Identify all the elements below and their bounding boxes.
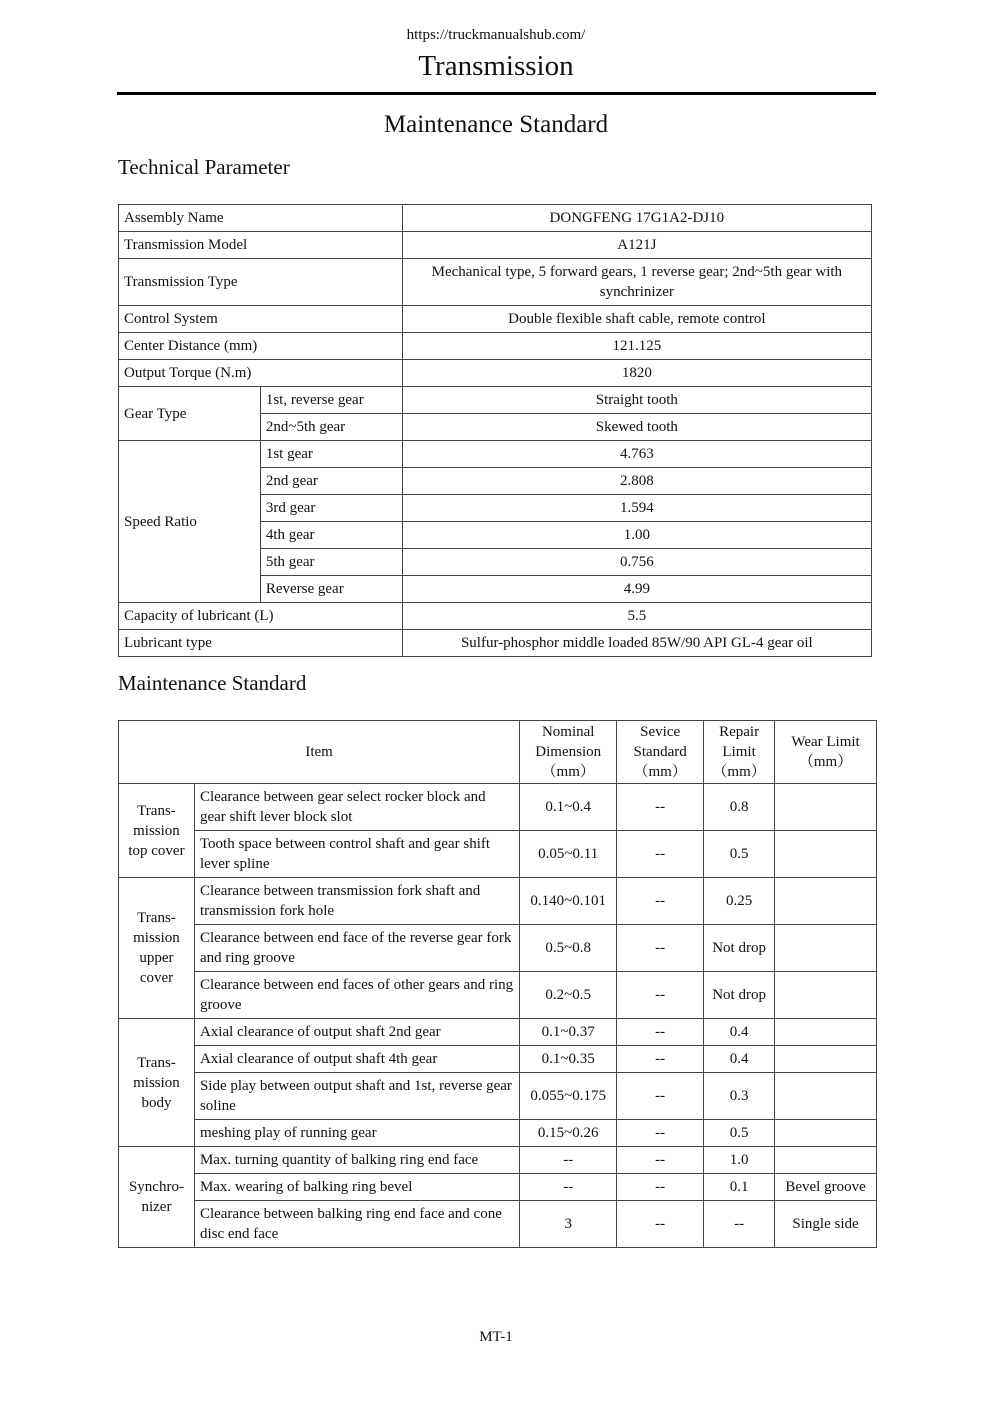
service-standard: -- — [617, 972, 704, 1019]
table-row — [119, 232, 872, 259]
group-label — [119, 1147, 195, 1248]
param-value: 2.808 — [402, 468, 871, 495]
repair-limit: Not drop — [704, 972, 775, 1019]
param-value: 1.00 — [402, 522, 871, 549]
service-standard: -- — [617, 1174, 704, 1201]
wear-limit — [775, 1147, 877, 1174]
group-label-line: Trans- — [137, 910, 176, 926]
table-row — [119, 1019, 877, 1046]
wear-limit — [775, 972, 877, 1019]
group-label-line: upper — [139, 950, 174, 966]
group-label-line: mission — [133, 822, 180, 839]
param-sublabel: 2nd~5th gear — [260, 414, 402, 441]
item-description: Clearance between end face of the reverse gear fork and ring groove — [194, 925, 519, 972]
col-header-line: Wear Limit — [791, 734, 860, 750]
col-header-nominal — [520, 721, 617, 784]
param-value: Straight tooth — [402, 387, 871, 414]
param-label: Transmission Type — [119, 259, 403, 306]
table-row — [119, 1073, 877, 1120]
wear-limit — [775, 1046, 877, 1073]
repair-limit: 0.8 — [704, 784, 775, 831]
table-row — [119, 784, 877, 831]
repair-limit: 0.3 — [704, 1073, 775, 1120]
param-label: Transmission Model — [119, 232, 403, 259]
repair-limit: 0.5 — [704, 1120, 775, 1147]
table-row — [119, 630, 872, 657]
param-label: Speed Ratio — [119, 441, 261, 603]
wear-limit: Single side — [775, 1201, 877, 1248]
service-standard: -- — [617, 831, 704, 878]
service-standard: -- — [617, 784, 704, 831]
nominal-dimension: 0.055~0.175 — [520, 1073, 617, 1120]
item-description: meshing play of running gear — [194, 1120, 519, 1147]
table-row — [119, 387, 872, 414]
nominal-dimension: 0.140~0.101 — [520, 878, 617, 925]
param-value: 1.594 — [402, 495, 871, 522]
table-row — [119, 925, 877, 972]
table-row — [119, 831, 877, 878]
service-standard: -- — [617, 1120, 704, 1147]
service-standard: -- — [617, 1019, 704, 1046]
table-row — [119, 205, 872, 232]
param-value: 121.125 — [402, 333, 871, 360]
param-sublabel: 4th gear — [260, 522, 402, 549]
param-value: 0.756 — [402, 549, 871, 576]
header-rule — [117, 92, 876, 95]
technical-parameter-heading: Technical Parameter — [118, 155, 290, 179]
maintenance-standard-table — [118, 720, 877, 1248]
page-number: MT-1 — [479, 1329, 513, 1345]
param-sublabel: 1st gear — [260, 441, 402, 468]
param-label: Control System — [119, 306, 403, 333]
item-description: Tooth space between control shaft and gear shift lever spline — [194, 831, 519, 878]
col-header-line: Standard — [633, 744, 687, 760]
service-standard: -- — [617, 1046, 704, 1073]
col-header-line: Nominal — [541, 724, 595, 740]
service-standard: -- — [617, 1073, 704, 1120]
param-value: DONGFENG 17G1A2-DJ10 — [402, 205, 871, 232]
nominal-dimension: -- — [520, 1147, 617, 1174]
param-value: 5.5 — [402, 603, 871, 630]
group-label-line: mission — [133, 930, 180, 946]
group-label-line: Trans- — [137, 1054, 176, 1071]
param-sublabel: 2nd gear — [260, 468, 402, 495]
table-row — [119, 259, 872, 306]
repair-limit: Not drop — [704, 925, 775, 972]
table-row — [119, 306, 872, 333]
param-value: 4.99 — [402, 576, 871, 603]
table-row — [119, 878, 877, 925]
nominal-dimension: 0.15~0.26 — [520, 1120, 617, 1147]
nominal-dimension: 0.1~0.4 — [520, 784, 617, 831]
item-description: Clearance between end faces of other gears and ring groove — [194, 972, 519, 1019]
item-description: Clearance between gear select rocker block and gear shift lever block slot — [194, 784, 519, 831]
repair-limit: 0.4 — [704, 1019, 775, 1046]
group-label — [119, 1019, 195, 1147]
param-value: Skewed tooth — [402, 414, 871, 441]
service-standard: -- — [617, 1147, 704, 1174]
table-row — [119, 603, 872, 630]
source-url[interactable]: https://truckmanualshub.com/ — [406, 27, 586, 43]
item-description: Max. turning quantity of balking ring end face — [194, 1147, 519, 1174]
group-label-line: Trans- — [137, 802, 176, 819]
nominal-dimension: 3 — [520, 1201, 617, 1248]
wear-limit — [775, 1019, 877, 1046]
col-header-line: （mm） — [798, 754, 853, 770]
col-header-service — [617, 721, 704, 784]
param-label: Lubricant type — [119, 630, 403, 657]
wear-limit — [775, 878, 877, 925]
col-header-item: Item — [119, 721, 520, 784]
table-row — [119, 1120, 877, 1147]
maintenance-standard-heading: Maintenance Standard — [118, 671, 307, 695]
service-standard: -- — [617, 925, 704, 972]
nominal-dimension: 0.1~0.37 — [520, 1019, 617, 1046]
table-row — [119, 1201, 877, 1248]
table-header-row — [119, 721, 877, 784]
wear-limit — [775, 1120, 877, 1147]
page-title: Maintenance Standard — [383, 111, 609, 138]
service-standard: -- — [617, 1201, 704, 1248]
wear-limit — [775, 925, 877, 972]
repair-limit: 0.4 — [704, 1046, 775, 1073]
param-value: 4.763 — [402, 441, 871, 468]
group-label — [119, 878, 195, 1019]
repair-limit: -- — [704, 1201, 775, 1248]
nominal-dimension: 0.5~0.8 — [520, 925, 617, 972]
item-description: Max. wearing of balking ring bevel — [194, 1174, 519, 1201]
param-value: Double flexible shaft cable, remote control — [402, 306, 871, 333]
item-description: Axial clearance of output shaft 4th gear — [194, 1046, 519, 1073]
group-label-line: body — [141, 1094, 172, 1111]
param-label: Gear Type — [119, 387, 261, 441]
nominal-dimension: 0.1~0.35 — [520, 1046, 617, 1073]
col-header-repair — [704, 721, 775, 784]
group-label-line: nizer — [141, 1199, 172, 1215]
param-value: 1820 — [402, 360, 871, 387]
group-label — [119, 784, 195, 878]
table-row — [119, 333, 872, 360]
wear-limit — [775, 1073, 877, 1120]
param-label: Output Torque (N.m) — [119, 360, 403, 387]
col-header-wear — [775, 721, 877, 784]
repair-limit: 1.0 — [704, 1147, 775, 1174]
item-description: Axial clearance of output shaft 2nd gear — [194, 1019, 519, 1046]
col-header-line: Dimension — [535, 744, 602, 760]
technical-parameter-table — [118, 204, 872, 657]
wear-limit — [775, 831, 877, 878]
repair-limit: 0.1 — [704, 1174, 775, 1201]
table-row — [119, 972, 877, 1019]
repair-limit: 0.25 — [704, 878, 775, 925]
param-sublabel: Reverse gear — [260, 576, 402, 603]
col-header-line: （mm） — [712, 764, 766, 780]
table-row — [119, 360, 872, 387]
group-label-line: Synchro- — [128, 1179, 184, 1195]
table-row — [119, 1147, 877, 1174]
group-label-line: top cover — [128, 842, 185, 859]
col-header-line: （mm） — [541, 764, 595, 780]
col-header-line: Sevice — [640, 724, 681, 740]
repair-limit: 0.5 — [704, 831, 775, 878]
nominal-dimension: 0.05~0.11 — [520, 831, 617, 878]
param-label: Center Distance (mm) — [119, 333, 403, 360]
wear-limit: Bevel groove — [775, 1174, 877, 1201]
maintenance-table-body — [119, 784, 877, 1248]
nominal-dimension: 0.2~0.5 — [520, 972, 617, 1019]
param-sublabel: 3rd gear — [260, 495, 402, 522]
param-value: Sulfur-phosphor middle loaded 85W/90 API GL-4 gear oil — [402, 630, 871, 657]
param-sublabel: 1st, reverse gear — [260, 387, 402, 414]
table-row — [119, 1174, 877, 1201]
item-description: Clearance between balking ring end face and cone disc end face — [194, 1201, 519, 1248]
service-standard: -- — [617, 878, 704, 925]
nominal-dimension: -- — [520, 1174, 617, 1201]
group-label-line: mission — [133, 1074, 180, 1091]
table-row — [119, 1046, 877, 1073]
param-label: Capacity of lubricant (L) — [119, 603, 403, 630]
item-description: Clearance between transmission fork shaft and transmission fork hole — [194, 878, 519, 925]
wear-limit — [775, 784, 877, 831]
col-header-line: （mm） — [633, 764, 687, 780]
param-sublabel: 5th gear — [260, 549, 402, 576]
param-value: A121J — [402, 232, 871, 259]
table-row — [119, 441, 872, 468]
col-header-line: Limit — [722, 744, 756, 760]
param-value: Mechanical type, 5 forward gears, 1 reverse gear; 2nd~5th gear with synchrinizer — [402, 259, 871, 306]
group-label-line: cover — [139, 970, 174, 986]
param-label: Assembly Name — [119, 205, 403, 232]
col-header-line: Repair — [719, 724, 760, 740]
document-title: Transmission — [418, 50, 574, 82]
item-description: Side play between output shaft and 1st, reverse gear soline — [194, 1073, 519, 1120]
